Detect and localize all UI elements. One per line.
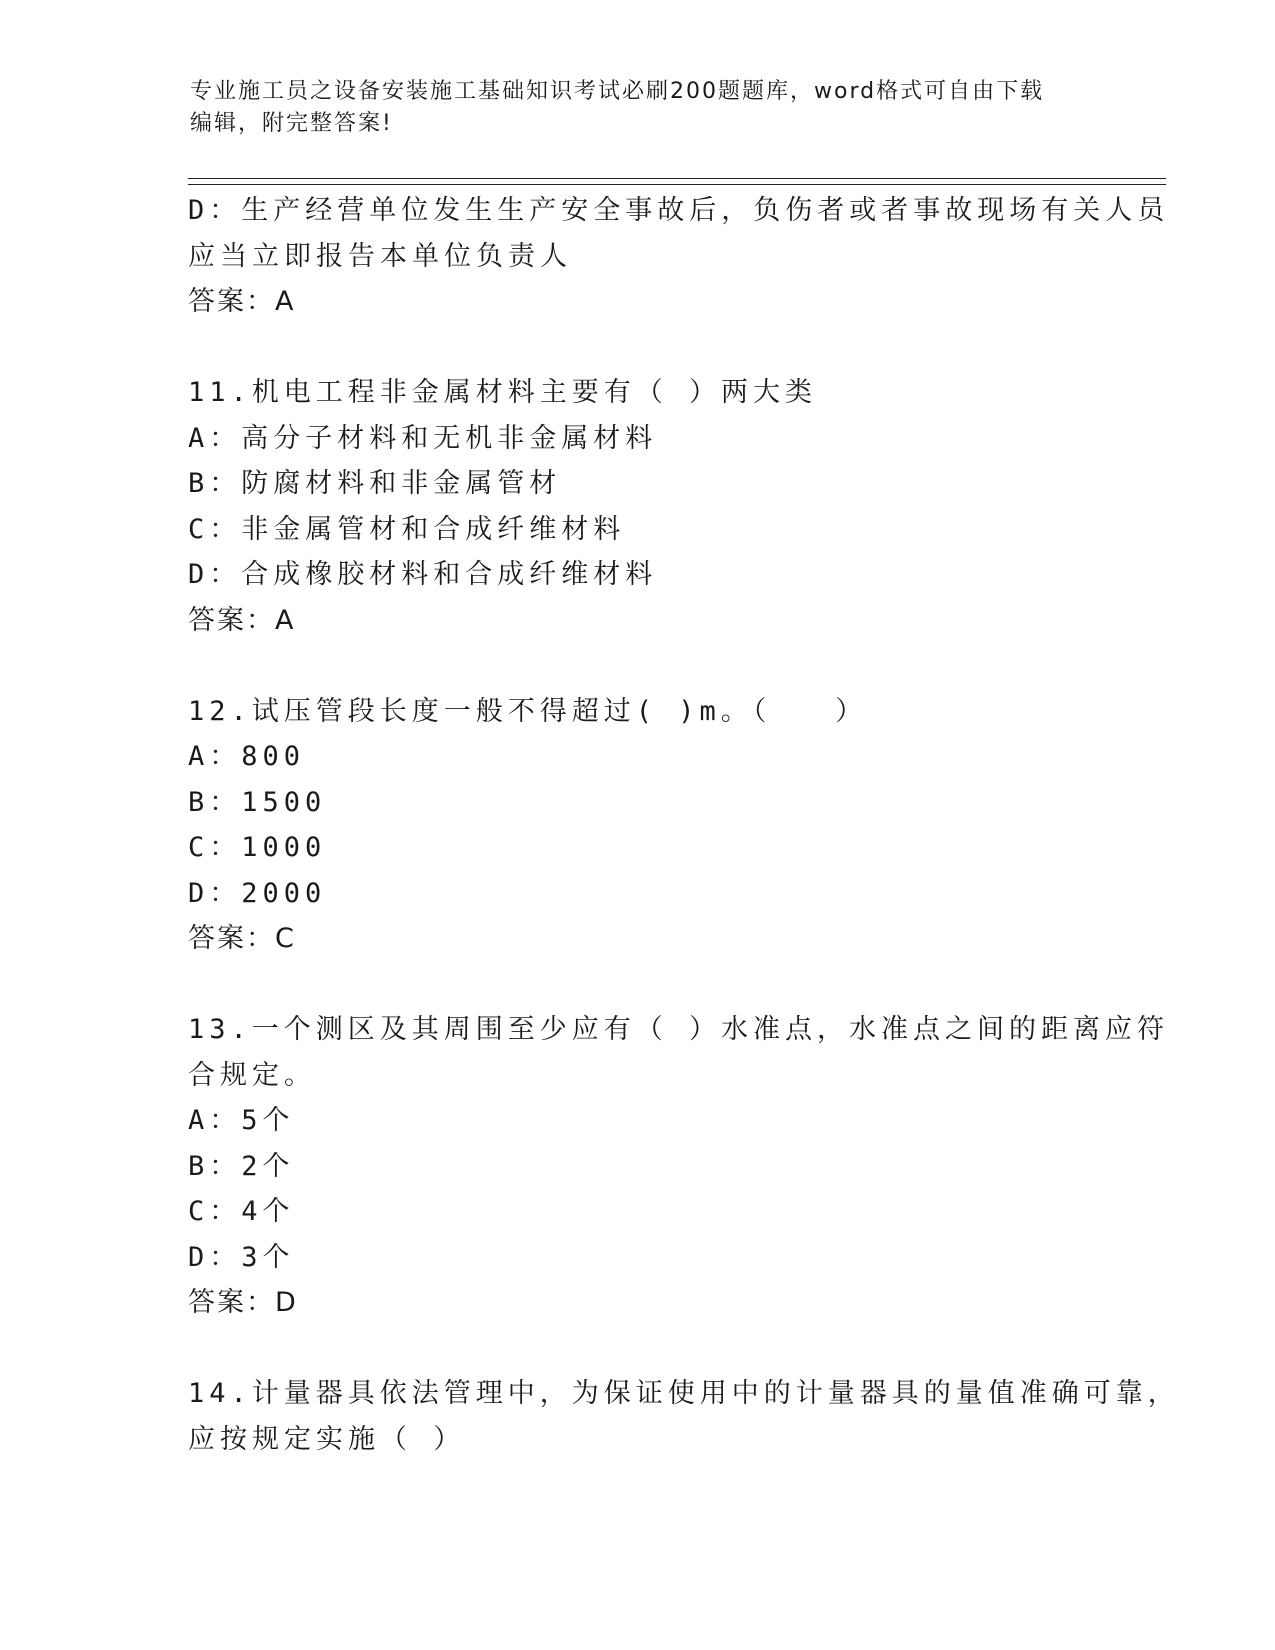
question-13 <box>188 1007 1170 1326</box>
question-11 <box>188 370 1088 644</box>
answer-line: 答案：A <box>188 604 296 636</box>
option-c: C：4个 <box>188 1196 295 1227</box>
question-content <box>188 188 1180 1462</box>
question-stem: 14.计量器具依法管理中，为保证使用中的计量器具的量值准确可靠， <box>188 1378 1180 1409</box>
option-b: B：防腐材料和非金属管材 <box>188 468 562 499</box>
header-title-line-2: 编辑，附完整答案! <box>190 111 393 136</box>
option-a: A：高分子材料和无机非金属材料 <box>188 422 658 454</box>
answer-line: 答案：C <box>188 923 296 954</box>
question-stem: 13.一个测区及其周围至少应有（ ）水准点，水准点之间的距离应符 <box>188 1014 1170 1045</box>
option-b: B：1500 <box>188 786 327 818</box>
answer-line: 答案：D <box>188 1287 298 1318</box>
option-d-continued: 应当立即报告本单位负责人 <box>188 240 572 272</box>
question-14 <box>188 1371 1180 1462</box>
document-header <box>190 76 1090 140</box>
option-c: C：1000 <box>188 832 327 863</box>
option-a: A：800 <box>188 741 306 772</box>
option-d: D：生产经营单位发生生产安全事故后，负伤者或者事故现场有关人员 <box>188 195 1170 226</box>
question-stem-continued: 应按规定实施（ ） <box>188 1423 466 1455</box>
header-divider <box>188 178 1166 185</box>
question-stem-continued: 合规定。 <box>188 1059 316 1091</box>
header-title-line-1: 专业施工员之设备安装施工基础知识考试必刷200题题库，word格式可自由下载 <box>190 79 1045 104</box>
answer-line: 答案：A <box>188 286 296 317</box>
continued-question-10 <box>188 188 1170 325</box>
question-stem: 11.机电工程非金属材料主要有（ ）两大类 <box>188 377 818 408</box>
option-b: B：2个 <box>188 1150 295 1182</box>
option-d: D：2000 <box>188 877 327 909</box>
option-a: A：5个 <box>188 1105 295 1136</box>
question-12 <box>188 689 1088 963</box>
option-d: D：合成橡胶材料和合成纤维材料 <box>188 559 658 590</box>
question-stem: 12.试压管段长度一般不得超过( )m。（ ） <box>188 695 868 727</box>
option-d: D：3个 <box>188 1241 295 1273</box>
option-c: C：非金属管材和合成纤维材料 <box>188 513 626 545</box>
